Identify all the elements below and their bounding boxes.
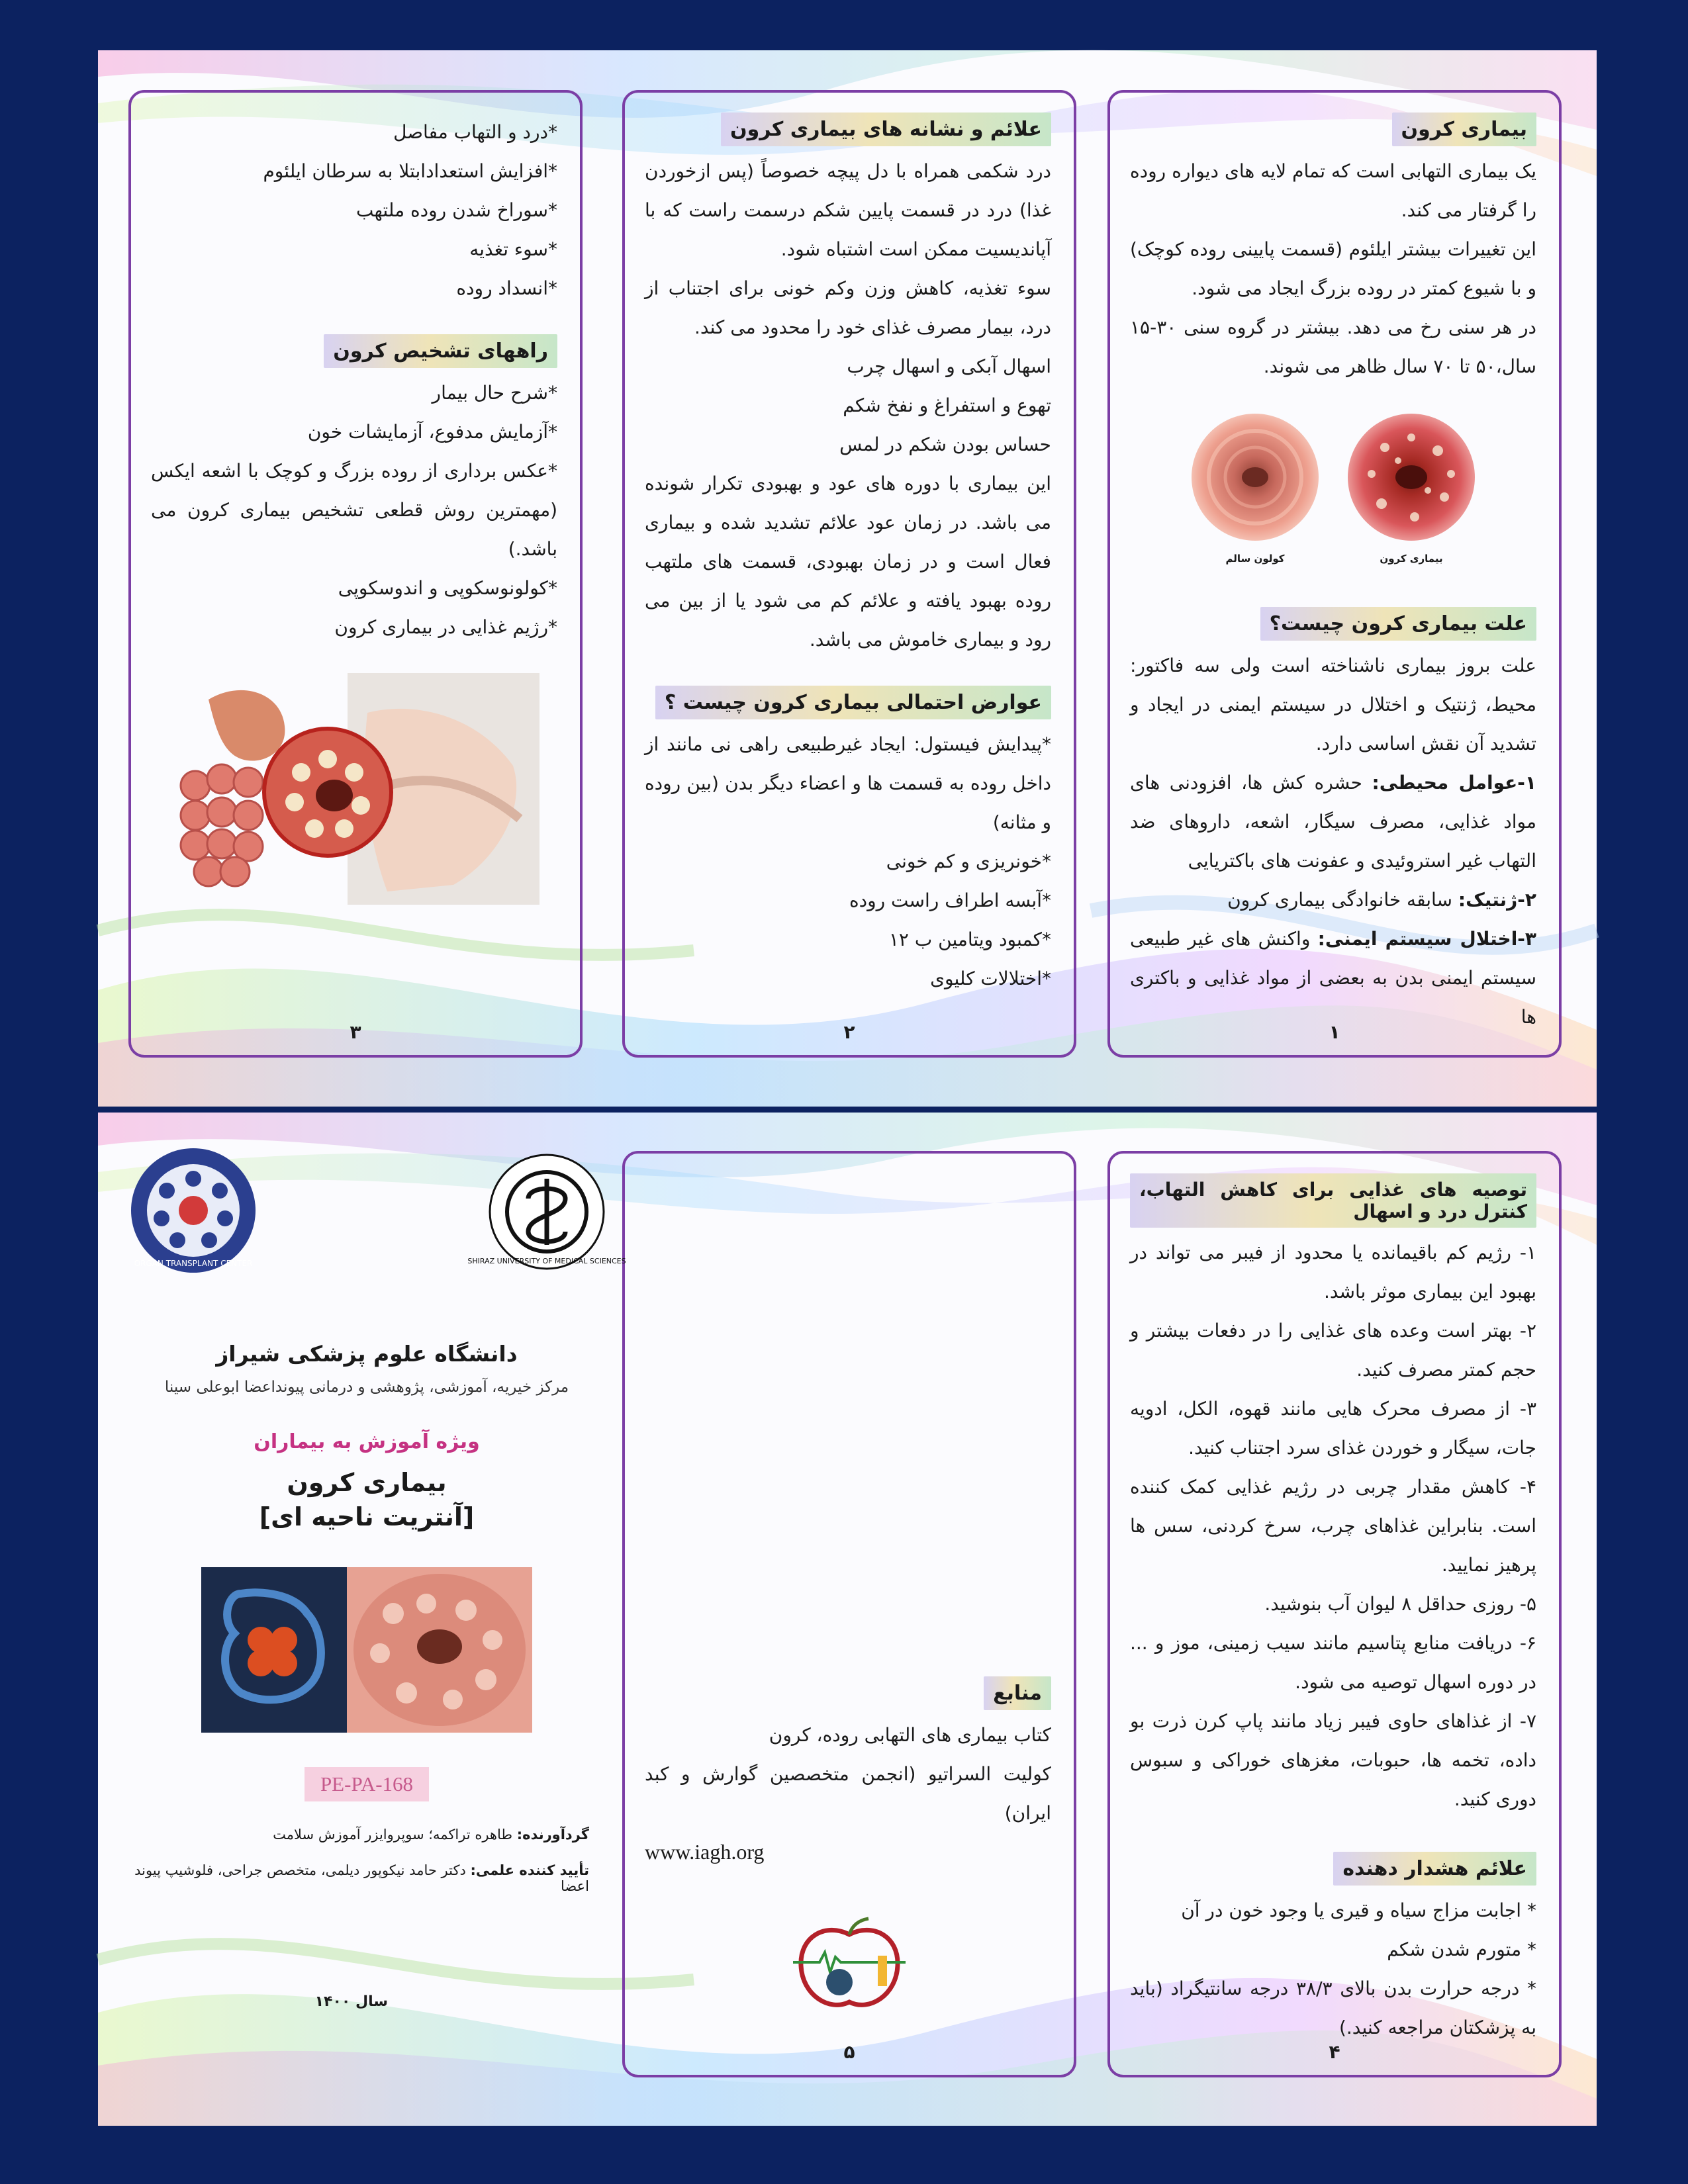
- title-line-2: [آنتریت ناحیه ای]: [259, 1502, 475, 1531]
- heading-diet-recommendations: توصیه های غذایی برای کاهش التهاب، کنترل درد و اسهال: [1130, 1173, 1536, 1228]
- shiraz-university-logo-icon: [467, 1152, 626, 1271]
- factor-environmental-label: ۱-عوامل محیطی:: [1372, 772, 1536, 794]
- symptom-line: تهوع و استفراغ و نفخ شکم: [843, 394, 1051, 416]
- complication-item: *کمبود ویتامین ب ۱۲: [888, 929, 1051, 950]
- panel-page-3: [128, 90, 583, 1058]
- approver-label: تأیید کننده علمی:: [470, 1862, 589, 1878]
- reference-item: کتاب بیماری های التهابی روده، کرون: [769, 1724, 1051, 1746]
- factor-immune: [1130, 919, 1536, 1036]
- heading-complications: عوارض احتمالی بیماری کرون چیست ؟: [655, 686, 1051, 719]
- cause-text: علت بروز بیماری ناشناخته است ولی سه فاکتور: محیط، ژنتیک و اختلال در سیستم ایمنی در ایجاد و تشدید آن نقش اساسی دارد.: [1130, 655, 1536, 754]
- website-link[interactable]: www.iagh.org: [645, 1840, 765, 1864]
- factor-environmental-text: حشره کش ها، افزودنی های مواد غذایی، مصرف سیگار، اشعه، داروهای ضد التهاب غیر استروئیدی و عفونت های باکتریایی: [1130, 772, 1536, 872]
- panel-page-4: [1107, 1151, 1562, 2077]
- compiler-label: گردآورنده:: [516, 1827, 589, 1843]
- figure-diseased-colon: [1345, 411, 1477, 565]
- page-number: ۴: [1329, 2041, 1340, 2063]
- intestine-cover-image: [201, 1567, 532, 1733]
- abdomen-illustration: [151, 673, 557, 905]
- warning-item: * درجه حرارت بدن بالای ۳۸/۳ درجه سانتیگراد (باید به پزشکتان مراجعه کنید.): [1130, 1978, 1537, 2038]
- document-code: PE-PA-168: [305, 1767, 429, 1801]
- complication-item: *سوراخ شدن روده ملتهب: [355, 199, 557, 221]
- diet-item: ۱- رژیم کم باقیمانده یا محدود از فیبر می تواند در بهبود این بیماری موثر باشد.: [1130, 1242, 1536, 1302]
- diseased-colon-caption: بیماری کرون: [1380, 553, 1443, 565]
- symptom-line: حساس بودن شکم در لمس: [839, 433, 1051, 455]
- transplant-center-logo: [127, 1144, 259, 1279]
- symptom-line: این بیماری با دوره های عود و بهبودی تکرار شونده می باشد. در زمان عود علائم تشدید شده و بیماری فعال است و در زمان بهبودی، قسمت های ملتهب روده بهبود یافته و علائم کم می شود یا از بین می رود و بیماری خاموش می باشد.: [645, 473, 1051, 651]
- transplant-logo-text: ORGAN TRANSPLANT CENTER: [134, 1259, 253, 1268]
- heading-references: منابع: [984, 1676, 1051, 1710]
- figure-healthy-colon: [1189, 411, 1321, 565]
- page-number: ۲: [843, 1021, 855, 1043]
- heading-warning-signs: علائم هشدار دهنده: [1333, 1852, 1536, 1886]
- diseased-colon-image: [1345, 411, 1477, 543]
- factor-environmental: [1130, 763, 1536, 880]
- cover-images: [120, 1567, 613, 1733]
- panel-page-1: [1107, 90, 1562, 1058]
- university-logo: [467, 1152, 626, 1271]
- diagnosis-item: *کولونوسکوپی و اندوسکوپی: [338, 577, 557, 599]
- factor-genetic: [1130, 880, 1536, 919]
- diagnosis-item: *رژیم غذایی در بیماری کرون: [334, 616, 557, 638]
- colon-comparison-figure: [1130, 411, 1536, 565]
- publication-year: سال ۱۴۰۰: [314, 1993, 388, 2010]
- diet-item: ۴- کاهش مقدار چربی در رژیم غذایی کمک کننده است. بنابراین غذاهای چرب، سرخ کردنی، سس ها پرهیز نمایید.: [1130, 1476, 1536, 1576]
- diet-item: ۲- بهتر است وعده های غذایی را در دفعات بیشتر و حجم کمتر مصرف کنید.: [1130, 1320, 1536, 1381]
- heading-cause: علت بیماری کرون چیست؟: [1260, 607, 1536, 641]
- warning-item: * متورم شدن شکم: [1387, 1938, 1536, 1960]
- title-line-1: بیماری کرون: [287, 1468, 447, 1497]
- factor-immune-label: ۳-اختلال سیستم ایمنی:: [1317, 928, 1537, 950]
- patient-education-label: ویژه آموزش به بیماران: [254, 1430, 480, 1453]
- diagnosis-item: *شرح حال بیمار: [432, 382, 557, 404]
- heading-diagnosis: راههای تشخیص کرون: [324, 334, 557, 368]
- diagnosis-item: *عکس برداری از روده بزرگ و کوچک با اشعه ایکس (مهمترین روش قطعی تشخیص بیماری کرون می باشد.): [151, 460, 557, 560]
- age-text: در هر سنی رخ می دهد. بیشتر در گروه سنی ۳۰-۱۵ سال،۵۰ تا ۷۰ سال ظاهر می شوند.: [1130, 316, 1536, 377]
- complication-item: *انسداد روده: [456, 277, 557, 299]
- complication-item: *درد و التهاب مفاصل: [393, 121, 557, 143]
- heading-crohn-disease: بیماری کرون: [1392, 113, 1536, 146]
- compiler-credit: [120, 1827, 613, 1843]
- factor-genetic-label: ۲-ژنتیک:: [1458, 889, 1536, 911]
- compiler-name: طاهره تراکمه؛ سوپروایزر آموزش سلامت: [273, 1827, 517, 1843]
- complication-item: *آبسه اطراف راست روده: [849, 889, 1051, 911]
- complication-item: *افزایش استعدادابتلا به سرطان ایلئوم: [263, 160, 557, 182]
- diagnosis-item: *آزمایش مدفوع، آزمایشات خون: [307, 421, 557, 443]
- logo-row: [120, 1146, 626, 1278]
- apple-logo-icon: [786, 1916, 912, 2015]
- university-logo-text: SHIRAZ UNIVERSITY OF MEDICAL SCIENCES: [467, 1257, 626, 1265]
- definition-text: یک بیماری التهابی است که تمام لایه های دیواره روده را گرفتار می کند.: [1130, 160, 1536, 221]
- brochure-title: [120, 1465, 613, 1534]
- factor-genetic-text: سابقه خانوادگی بیماری کرون: [1227, 889, 1458, 911]
- center-name: مرکز خیریه، آموزشی، پژوهشی و درمانی پیونداعضا ابوعلی سینا: [164, 1379, 569, 1396]
- intestine-illustration-image: [169, 673, 539, 905]
- cover-page: [120, 1146, 626, 2099]
- heading-symptoms: علائم و نشانه های بیماری کرون: [721, 113, 1051, 146]
- organ-transplant-center-logo-icon: [127, 1144, 259, 1277]
- approver-name: دکتر حامد نیکوپور دیلمی، متخصص جراحی، فلوشیپ پیوند اعضا: [134, 1862, 589, 1894]
- healthy-colon-image: [1189, 411, 1321, 543]
- page-number: ۳: [350, 1021, 361, 1043]
- reference-item: کولیت السراتیو (انجمن متخصصین گوارش و کبد ایران): [645, 1763, 1051, 1824]
- page-number: ۱: [1329, 1021, 1340, 1043]
- diet-item: ۵- روزی حداقل ۸ لیوان آب بنوشید.: [1264, 1593, 1536, 1615]
- complication-item: *اختلالات کلیوی: [930, 968, 1051, 989]
- location-text: این تغییرات بیشتر ایلئوم (قسمت پایینی روده کوچک) و با شیوع کمتر در روده بزرگ ایجاد می شود.: [1130, 238, 1536, 299]
- healthy-colon-caption: کولون سالم: [1225, 553, 1285, 565]
- factor-immune-text: واکنش های غیر طبیعی سیستم ایمنی بدن به بعضی از مواد غذایی و باکتری ها: [1130, 928, 1536, 1028]
- page-number: ۵: [843, 2041, 855, 2063]
- university-name: دانشگاه علوم پزشکی شیراز: [216, 1341, 518, 1367]
- complication-item: *خونریزی و کم خونی: [886, 850, 1051, 872]
- diet-item: ۶- دریافت منابع پتاسیم مانند سیب زمینی، موز و ... در دوره اسهال توصیه می شود.: [1130, 1632, 1536, 1693]
- panel-page-2: [622, 90, 1076, 1058]
- panel-page-5: [622, 1151, 1076, 2077]
- symptom-line: اسهال آبکی و اسهال چرب: [847, 355, 1051, 377]
- warning-item: * اجابت مزاج سیاه و قیری یا وجود خون در آن: [1181, 1899, 1536, 1921]
- approver-credit: [120, 1862, 613, 1894]
- apple-logo: [625, 1916, 1074, 2015]
- diet-item: ۷- از غذاهای حاوی فیبر زیاد مانند پاپ کرن ذرت بو داده، تخمه ها، حبوبات، مغزهای خوراکی و سبوس دوری کنید.: [1130, 1710, 1536, 1810]
- brochure-outside-sheet: [98, 50, 1597, 1107]
- diet-item: ۳- از مصرف محرک هایی مانند قهوه، الکل، ادویه جات، سیگار و خوردن غذای سرد اجتناب کنید.: [1130, 1398, 1536, 1459]
- complication-item: *سوء تغذیه: [469, 238, 557, 260]
- symptom-line: سوء تغذیه، کاهش وزن وکم خونی برای اجتناب از درد، بیمار مصرف غذای خود را محدود می کند.: [645, 277, 1051, 338]
- brochure-inside-sheet: [98, 1113, 1597, 2126]
- symptom-line: درد شکمی همراه با دل پیچه خصوصاً (پس ازخوردن غذا) درد در قسمت پایین شکم درسمت راست که با آپاندیسیت ممکن است اشتباه شود.: [645, 160, 1051, 260]
- complication-item: *پیدایش فیستول: ایجاد غیرطبیعی راهی نی مانند از داخل روده به قسمت ها و اعضاء دیگر بدن (بین روده و مثانه): [645, 733, 1051, 833]
